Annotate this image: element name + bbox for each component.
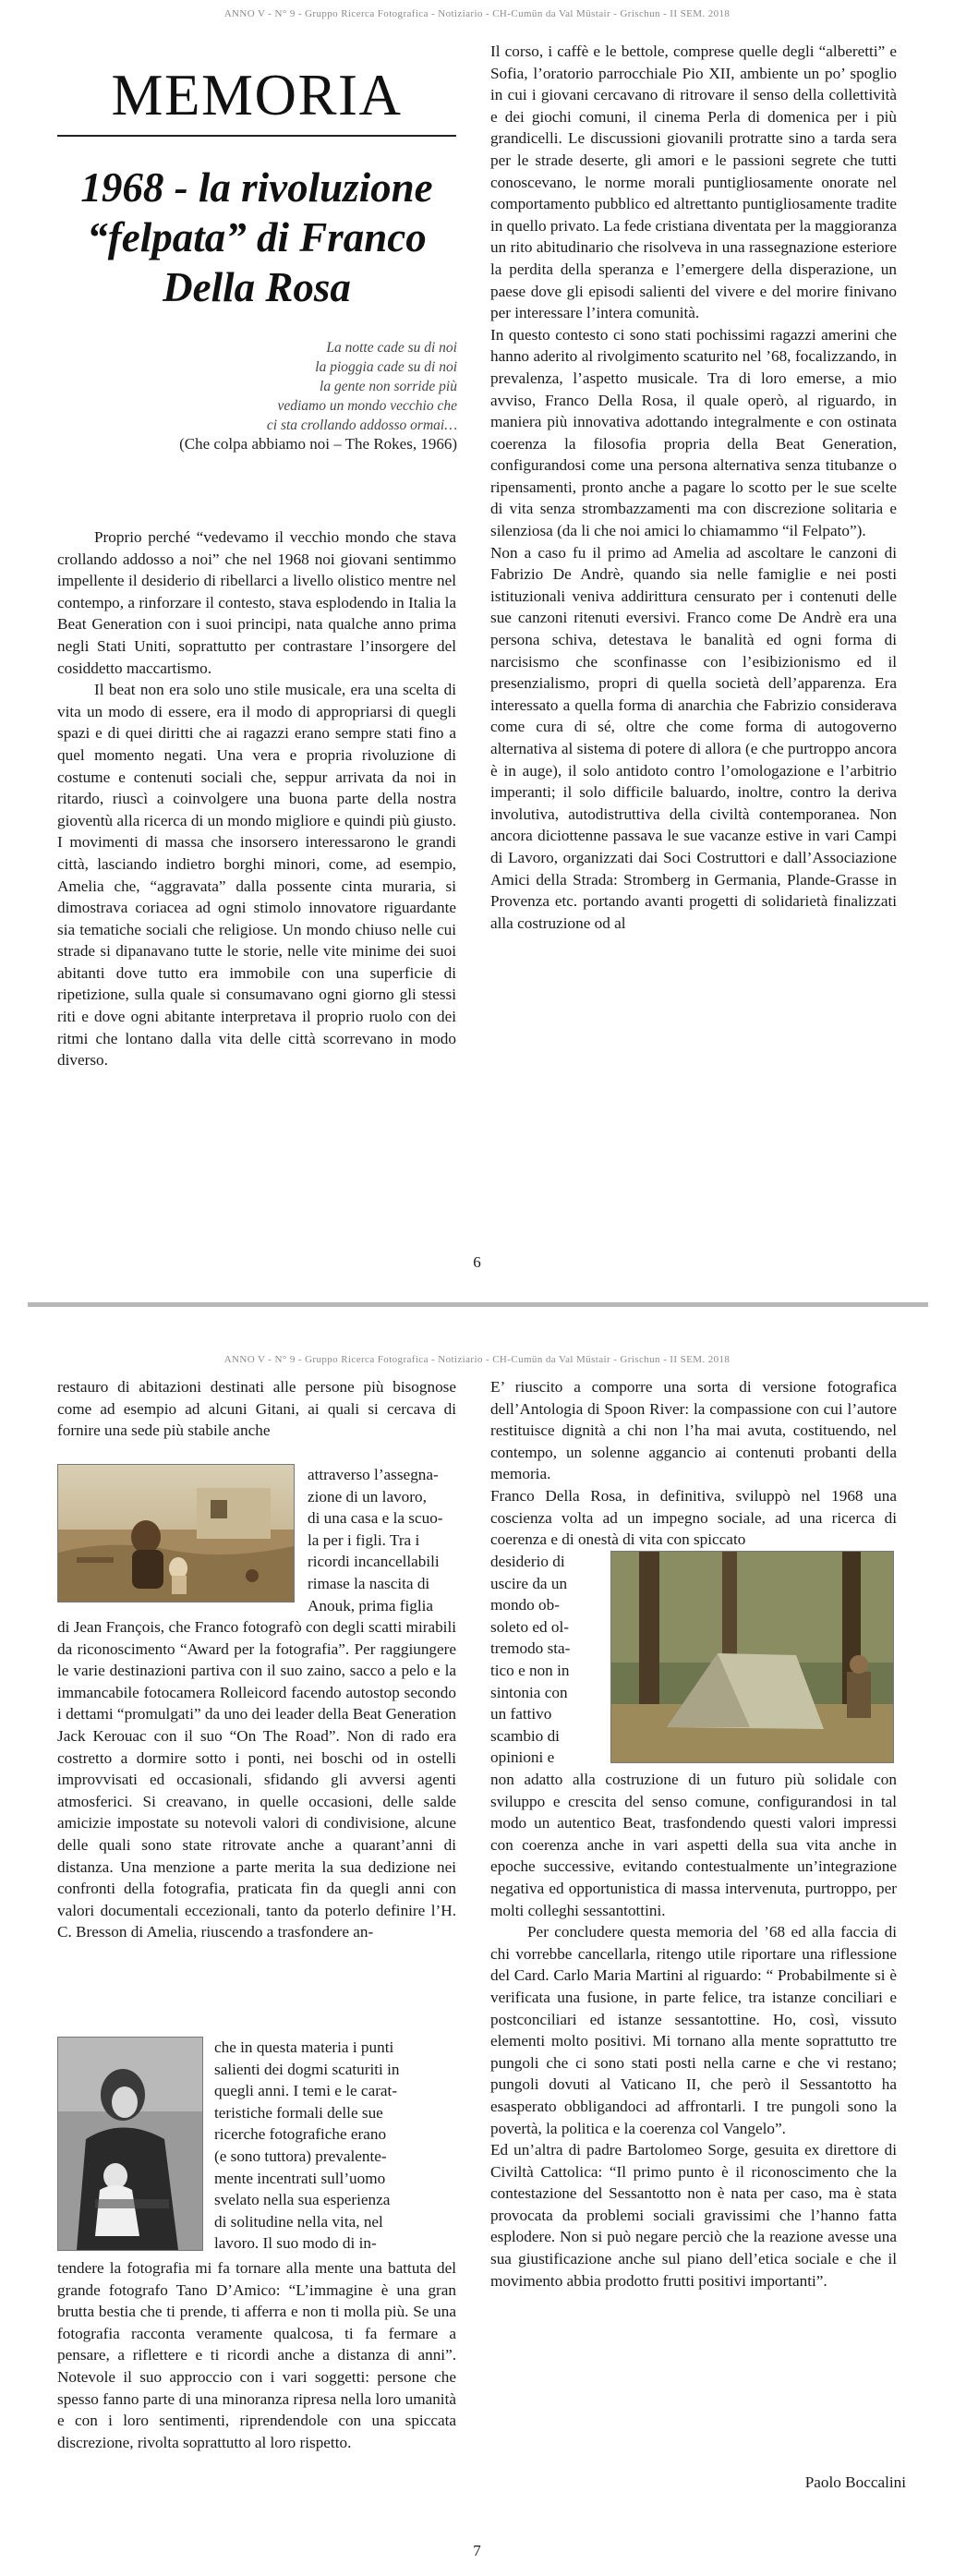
paragraph: Non a caso fu il primo ad Amelia ad ascoltare le canzoni di Fabrizio De Andrè, quando sia nelle famiglie e nei posti istituzionali veniva addirittura censurato per i contenuti delle sue canzoni ritenuti eversivi. Franco come De Andrè era una persona schiva, detestava le banalità ed ogni forma di narcisismo che sconfinasse con l’esibizionismo ed il presenzialismo, propri di quella società dell’apparenza. Era interessato a quella forma di anarchia che Fabrizio considerava come cura di sé, oltre che come forma di autogoverno alternativa al sistema di potere di allora (e che purtroppo ancora è in auge), il solo antidoto contro l’omologazione e l’arbitrio imperanti; il solo difficile baluardo, inoltre, contro la deriva involutiva, autodistruttiva della civiltà contemporanea. Non ancora diciottenne passava le sue vacanze estive in vari Campi di Lavoro, organizzati dai Soci Costruttori e dall’Associazione Amici della Strada: Stromberg in Germania, Plande-Grasse in Provenza etc. portando avanti progetti di solidarietà finalizzati alla costruzione od al xyxy=(490,543,897,932)
epigraph-line: la gente non sorride più xyxy=(320,379,457,394)
wrapped-line: (e sono tuttora) prevalente- xyxy=(214,2147,387,2165)
wrapped-line: scambio di xyxy=(490,1726,560,1745)
page-7 xyxy=(0,1337,954,2576)
wrapped-line: tico e non in xyxy=(490,1661,570,1679)
masthead-rule xyxy=(57,135,456,137)
wrapped-line: mondo ob- xyxy=(490,1596,560,1615)
left-column xyxy=(57,526,456,1071)
wrapped-line: soleto ed ol- xyxy=(490,1617,569,1636)
wrapped-line: teristiche formali delle sue xyxy=(214,2103,383,2122)
wrapped-line: salienti dei dogmi scaturiti in xyxy=(214,2060,400,2078)
paragraph: Il beat non era solo uno stile musicale, era una scelta di vita un modo di essere, era il modo di appropriarsi di quegli spazi e di quei diritti che ai ragazzi erano sempre stati fino a quel momento negati. Una vera e propria rivoluzione di costume e contenuti sociali che, seppur arrivata da noi in ritardo, riuscì a coinvolgere una buona parte della nostra gioventù alla ricerca di un mondo migliore e quindi più giusto. I movimenti di massa che insorsero interessarono le grandi città, lasciando indietro borghi minori, come, ad esempio, Amelia che, “aggravata” dalla possente cinta muraria, si dimostrava coriacea ad ogni stimolo innovatore riguardante sia tematiche sociali che religiose. Un mondo chiuso nelle cui strade si dipanavano tutte le storie, nelle vite minime dei suoi abitanti dove tutto era immobile con una superficie di ripetizione, sulla quale si consumavano ogni giorno gli stessi riti e dove ogni abitante interpretava il proprio ruolo con dei ritmi che lontano dalla vita delle città scorrevano in modo diverso. xyxy=(57,681,456,1070)
wrapped-line: la per i figli. Tra i xyxy=(308,1530,420,1549)
wrapped-line: mente incentrati sull’uomo xyxy=(214,2169,386,2187)
tent-photo xyxy=(610,1551,894,1763)
right-wrap xyxy=(490,1551,601,1769)
wrapped-line: di una casa e la scuo- xyxy=(308,1509,443,1528)
epigraph-line: la pioggia cade su di noi xyxy=(315,359,457,375)
left-wrap-1 xyxy=(308,1464,456,1616)
wrapped-line: uscire da un xyxy=(490,1574,568,1592)
wrapped-line: zione di un lavoro, xyxy=(308,1487,427,1506)
right-column-mid xyxy=(490,1769,897,2292)
wrapped-line: ricordi incancellabili xyxy=(308,1553,440,1571)
page-number: 7 xyxy=(473,2542,481,2559)
wrapped-line: sintonia con xyxy=(490,1683,568,1701)
wrapped-line: desiderio di xyxy=(490,1553,565,1570)
left-column-top xyxy=(57,1376,456,1442)
wrapped-line: quegli anni. I temi e le carat- xyxy=(214,2082,398,2100)
left-column-bottom xyxy=(57,2257,456,2453)
wrapped-line: svelato nella sua esperienza xyxy=(214,2191,391,2209)
epigraph-source: (Che colpa abbiamo noi – The Rokes, 1966) xyxy=(179,435,457,453)
right-column-top xyxy=(490,1376,897,1551)
paragraph: Franco Della Rosa, in definitiva, sviluppò nel 1968 una coscienza volta ad un impegno sociale, ad una ricerca di coerenza e di onestà di vita con spiccato xyxy=(490,1486,897,1549)
wrapped-line: opinioni e xyxy=(490,1748,555,1767)
wrapped-line: Anouk, prima figlia xyxy=(308,1596,434,1615)
wrapped-line: un fattivo xyxy=(490,1705,552,1723)
paragraph: Proprio perché “vedevamo il vecchio mondo che stava crollando addosso a noi” che nel 1968 noi giovani sentimmo impellente il desiderio di ribellarci a livello olistico mentre nel contempo, a rinforzare il contesto, stava esplodendo in Italia la Beat Generation con i suoi principi, nata qualche anno prima negli Stati Uniti, soprattutto per contrastare l’insorgere del cosiddetto maccartismo. xyxy=(57,528,456,677)
running-header: ANNO V - N° 9 - Gruppo Ricerca Fotografica - Notiziario - CH-Cumün da Val Müstair - Grischun - II SEM. 2018 xyxy=(223,1354,731,1365)
article-headline: 1968 - la rivoluzione “felpata” di Franco Della Rosa xyxy=(80,164,433,310)
epigraph-line: La notte cade su di noi xyxy=(326,340,457,356)
paragraph: E’ riuscito a comporre una sorta di versione fotografica dell’Antologia di Spoon River: la compassione con cui l’autore restituisce dignità a chi non l’ha mai avuta, costituendo, nel contempo, un solenne aggancio ai contenuti probanti della memoria. xyxy=(490,1378,897,1483)
epigraph xyxy=(185,338,457,435)
epigraph-line: ci sta crollando addosso ormai… xyxy=(266,417,457,433)
wrapped-line: attraverso l’assegna- xyxy=(308,1466,439,1483)
left-column-mid xyxy=(57,1616,456,1943)
paragraph: restauro di abitazioni destinati alle persone più bisognose come ad esempio ad alcuni Gitani, ai quali si cercava di fornire una sede più stabile anche xyxy=(57,1378,456,1440)
running-header: ANNO V - N° 9 - Gruppo Ricerca Fotografica - Notiziario - CH-Cumün da Val Müstair - Grischun - II SEM. 2018 xyxy=(223,8,731,19)
right-column xyxy=(490,41,897,934)
paragraph: tendere la fotografia mi fa tornare alla mente una battuta del grande fotografo Tano D’Amico: “L’immagine è una gran brutta bestia che ti prende, ti afferra e non ti molla più. Se una fotografia racconta veramente qualcosa, ti fa fermare a pensare, a riflettere e ti ricordi anche a distanza di anni”. Notevole il suo approccio con i vari soggetti: persone che spesso fanno parte di una minoranza ripresa nella loro umanità e con i loro sentimenti, riprendendole con una spiccata discrezione, rivolta soprattutto al loro rispetto. xyxy=(57,2259,456,2451)
author-signature: Paolo Boccalini xyxy=(804,2473,906,2491)
wrapped-line: di solitudine nella vita, nel xyxy=(214,2212,383,2231)
left-wrap-2 xyxy=(214,2037,456,2255)
paragraph: Ed un’altra di padre Bartolomeo Sorge, gesuita ex direttore di Civiltà Cattolica: “Il primo punto è il riconoscimento che la contestazione del Sessantotto non è nata per caso, ma è stata provocata da problemi sociali gravissimi che l’hanno fatta esplodere. Non si può negare perciò che la reazione avesse una sua giustificazione anche sul piano dell’etica sociale e che il movimento abbia prodotto frutti positivi importanti”. xyxy=(490,2141,897,2290)
paragraph: Per concludere questa memoria del ’68 ed alla faccia di chi vorrebbe cancellarla, ritengo utile riportare una riflessione del Card. Carlo Maria Martini al riguardo: “ Probabilmente si è verificata una fusione, in parte felice, tra istanze conciliari e postconciliari ed istanze sessantottine. Ho, così, vissuto elementi molto positivi. Mi tornano alla mente soprattutto tre pungoli che ci sono stati posti nella carne e che vi restano; pungoli dovuti al Vaticano II, che però il Sessantotto ha esasperato obbligandoci ad affrontarli. I tre pungoli sono la povertà, la politica e la coerenza col Vangelo”. xyxy=(490,1923,897,2137)
paragraph: non adatto alla costruzione di un futuro più solidale con sviluppo e crescita del senso comune, configurandosi in tal modo un autentico Beat, trasfondendo questi valori impressi con coerenza anche in vari aspetti della sua vita anche in epoche successive, evitando contestualmente un’integrazione negativa ed opportunistica di massa intervenuta, purtroppo, per molti colleghi sessantottini. xyxy=(490,1771,897,1919)
wrapped-line: ricerche fotografiche erano xyxy=(214,2125,387,2144)
masthead: MEMORIA xyxy=(111,63,403,127)
page-separator xyxy=(28,1302,928,1307)
wrapped-line: tremodo sta- xyxy=(490,1639,571,1658)
paragraph: Il corso, i caffè e le bettole, comprese quelle degli “alberetti” e Sofia, l’oratorio parrocchiale Pio XII, ambiente un po’ spoglio in cui i giovani cercavano di ritrovare il senso della collettività e dei giochi comuni, il cinema Perla di domenica per i più grandicelli. Le discussioni giovanili protratte sino a tarda sera per le strade deserte, gli amori e le passioni segrete che tutti conoscevano, le norme morali puntigliosamente onorate nel comportamento pubblico ed altrettanto puntigliosamente tradite in quello privato. La fede cristiana diventata per la maggioranza un rito abitudinario che risolveva in una rassegnazione esteriore la perdita della speranza e l’emergere della disperazione, un paese dove gli episodi salienti del vivere e del morire finivano per interessare l’intera comunità. xyxy=(490,42,898,322)
epigraph-line: vediamo un mondo vecchio che xyxy=(277,398,457,414)
paragraph: In questo contesto ci sono stati pochissimi ragazzi amerini che hanno aderito al rivolgimento scaturito nel ’68, focalizzando, in prevalenza, l’aspetto musicale. Tra di loro emerse, a mio avviso, Franco Della Rosa, il quale operò, al riguardo, in maniera più innovativa adottando integralmente e con ostinata coerenza la filosofia propria della Beat Generation, configurandosi come una persona alternativa senza titubanze o ripensamenti, pronto anche a pagare lo scotto per le sue scelte di vita senza strombazzamenti ma con discrezione solitaria e silenziosa (da li che noi amici lo chiamammo “il Felpato”). xyxy=(490,325,897,540)
wrapped-line: che in questa materia i punti xyxy=(214,2038,394,2056)
wrapped-line: lavoro. Il suo modo di in- xyxy=(214,2234,377,2253)
wrapped-line: rimase la nascita di xyxy=(308,1574,430,1592)
gitani-photo xyxy=(57,1464,295,1602)
paragraph: di Jean François, che Franco fotografò con degli scatti mirabili da riconoscimento “Award per la fotografia”. Per raggiungere le varie destinazioni partiva con il suo zaino, sacco a pelo e la immancabile fotocamera Rolleicord facendo autostop secondo i dettami “promulgati” da uno dei leader della Beat Generation Jack Kerouac con il suo “On The Road”. Non di rado era costretto a dormire sotto i ponti, nei boschi od in ostelli improvvisati ed occasionali, sfidando gli avversi agenti atmosferici. Si creavano, in quelle occasioni, delle salde amicizie impostate su notevoli valori di condivisione, alcune delle quali sono state ritrovate anche a quarant’anni di distanza. Una menzione a parte merita la sua dedizione nei confronti della fotografia, praticata fin da quegli anni con valori documentali eccezionali, tanto da poterlo definire l’H. C. Bresson di Amelia, riuscendo a trasfondere an- xyxy=(57,1618,456,1941)
mother-child-photo xyxy=(57,2037,203,2251)
page-number: 6 xyxy=(473,1253,481,1271)
